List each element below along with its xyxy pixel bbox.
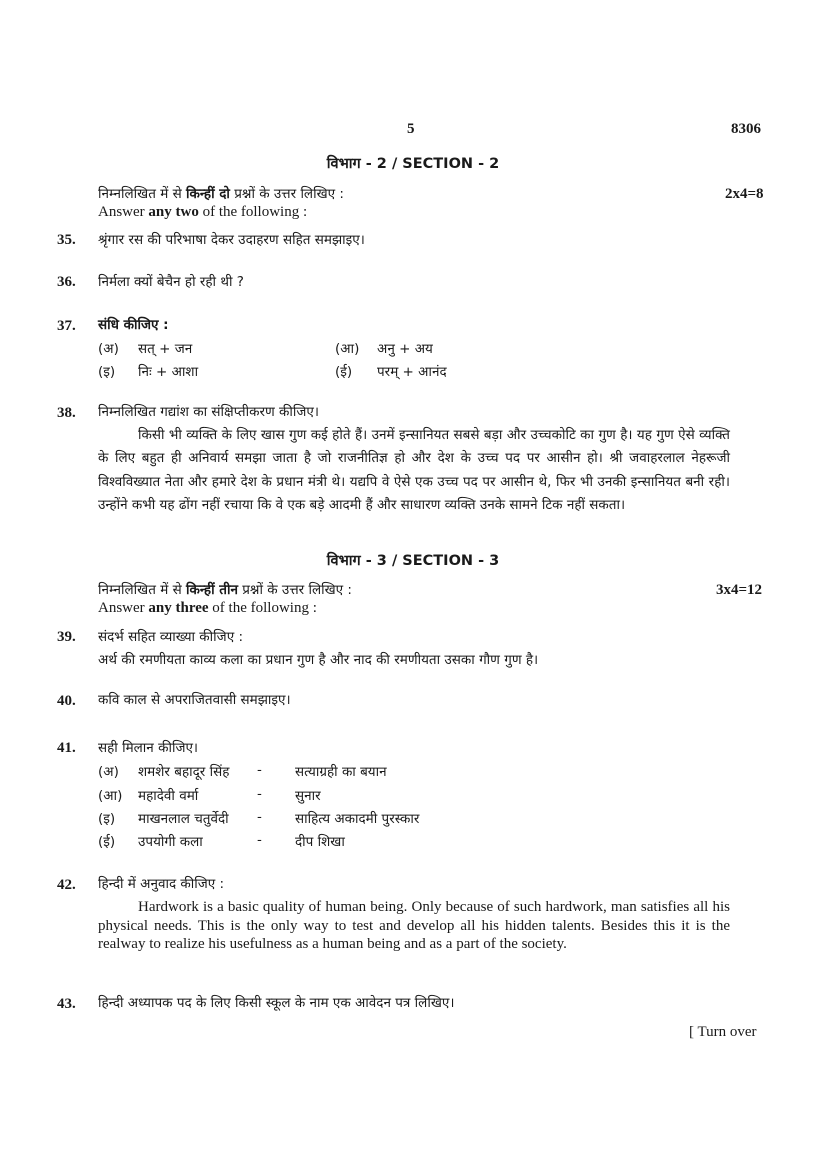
question-number: 39. xyxy=(57,629,76,645)
question-42-text: हिन्दी में अनुवाद कीजिए : xyxy=(98,876,225,892)
option-text: सत् + जन xyxy=(138,341,193,357)
question-number: 35. xyxy=(57,232,76,248)
question-41-text: सही मिलान कीजिए। xyxy=(98,740,199,756)
question-39-quote: अर्थ की रमणीयता काव्य कला का प्रधान गुण है और नाद की रमणीयता उसका गौण गुण है। xyxy=(98,652,539,668)
match-dash: - xyxy=(257,762,262,778)
match-label: (आ) xyxy=(98,788,123,804)
question-37-text: संधि कीजिए : xyxy=(98,317,169,333)
match-right: साहित्य अकादमी पुरस्कार xyxy=(295,811,420,827)
option-label: (अ) xyxy=(98,341,119,357)
question-40-text: कवि काल से अपराजितवासी समझाइए। xyxy=(98,692,291,708)
match-dash: - xyxy=(257,832,262,848)
section-2-instruction-hindi: निम्नलिखित में से किन्हीं दो प्रश्नों के उत्तर लिखिए : xyxy=(98,186,344,202)
match-label: (अ) xyxy=(98,764,119,780)
question-number: 38. xyxy=(57,405,76,421)
section-3-instruction-hindi: निम्नलिखित में से किन्हीं तीन प्रश्नों के उत्तर लिखिए : xyxy=(98,582,352,598)
question-number: 42. xyxy=(57,877,76,893)
section-3-instruction-english: Answer any three of the following : xyxy=(98,600,317,616)
match-left: उपयोगी कला xyxy=(138,834,203,850)
question-number: 36. xyxy=(57,274,76,290)
match-right: सुनार xyxy=(295,788,321,804)
section-2-heading: विभाग - 2 / SECTION - 2 xyxy=(326,156,500,172)
match-right: दीप शिखा xyxy=(295,834,345,850)
question-number: 37. xyxy=(57,318,76,334)
match-left: महादेवी वर्मा xyxy=(138,788,199,804)
question-39-text: संदर्भ सहित व्याख्या कीजिए : xyxy=(98,629,243,645)
turn-over-note: [ Turn over xyxy=(689,1024,757,1040)
match-label: (इ) xyxy=(98,811,116,827)
option-label: (इ) xyxy=(98,364,116,380)
page-number: 5 xyxy=(407,121,415,137)
section-2-marks: 2x4=8 xyxy=(725,186,764,202)
match-dash: - xyxy=(257,809,262,825)
match-right: सत्याग्रही का बयान xyxy=(295,764,387,780)
question-38-text: निम्नलिखित गद्यांश का संक्षिप्तीकरण कीजिए। xyxy=(98,404,319,420)
option-label: (आ) xyxy=(335,341,360,357)
question-35-text: श्रृंगार रस की परिभाषा देकर उदाहरण सहित समझाइए। xyxy=(98,232,365,248)
match-left: शमशेर बहादूर सिंह xyxy=(138,764,230,780)
question-36-text: निर्मला क्यों बेचैन हो रही थी ? xyxy=(98,274,244,290)
option-label: (ई) xyxy=(335,364,353,380)
option-text: परम् + आनंद xyxy=(377,364,447,380)
question-43-text: हिन्दी अध्यापक पद के लिए किसी स्कूल के नाम एक आवेदन पत्र लिखिए। xyxy=(98,995,455,1011)
section-3-heading: विभाग - 3 / SECTION - 3 xyxy=(326,553,500,569)
question-number: 41. xyxy=(57,740,76,756)
option-text: अनु + अय xyxy=(377,341,433,357)
question-number: 40. xyxy=(57,693,76,709)
match-left: माखनलाल चतुर्वेदी xyxy=(138,811,229,827)
question-number: 43. xyxy=(57,996,76,1012)
option-text: निः + आशा xyxy=(138,364,199,380)
match-dash: - xyxy=(257,786,262,802)
passage-38: किसी भी व्यक्ति के लिए खास गुण कई होते हैं। उनमें इन्सानियत सबसे बड़ा और उच्चकोटि का गुण है। यह गुण ऐसे व्यक्ति के लिए बहुत ही अनिवार्य समझा जाता है जो राजनीतिज्ञ हो और देश के उच्च पद पर आसीन हो। श्री जवाहरलाल नेहरूजी विश्वविख्यात नेता और हमारे देश के प्रधान मंत्री थे। यद्यपि वे ऐसे एक उच्च पद पर आसीन थे, फिर भी उनकी इन्सानियत बनी रही। उन्होंने कभी यह ढोंग नहीं रचाया कि वे एक बड़े आदमी हैं और साधारण व्यक्ति उनके सामने टिक नहीं सकता। xyxy=(98,427,730,513)
section-2-instruction-english: Answer any two of the following : xyxy=(98,204,308,220)
section-3-marks: 3x4=12 xyxy=(716,582,763,598)
match-label: (ई) xyxy=(98,834,116,850)
paper-code: 8306 xyxy=(731,121,761,137)
passage-42: Hardwork is a basic quality of human being. Only because of such hardwork, man satisfies all his physical needs. This is the only way to test and develop all his hidden talents. Besides this it is the realway to realize his usefulness as a human being and as a part of the society. xyxy=(98,899,730,953)
